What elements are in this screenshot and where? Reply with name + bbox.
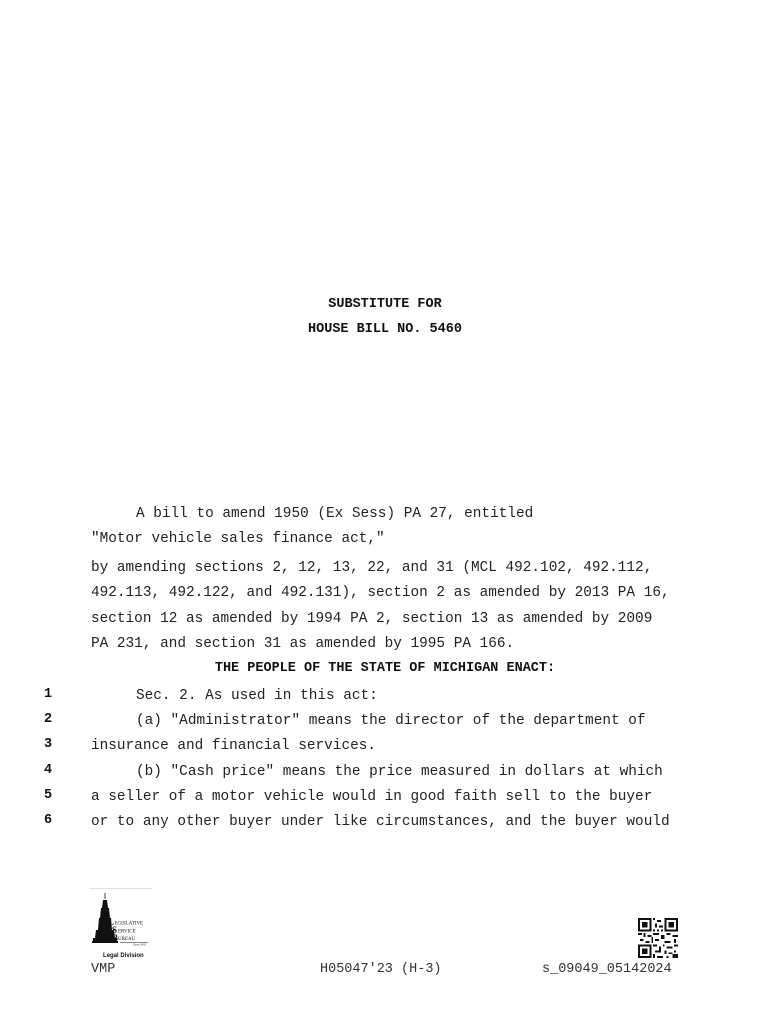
- footer-document-id: H05047'23 (H-3): [320, 962, 442, 977]
- legislative-service-bureau-logo: [90, 888, 152, 960]
- svg-text:S: S: [112, 925, 118, 935]
- preamble-line-1: A bill to amend 1950 (Ex Sess) PA 27, entitled: [136, 506, 534, 522]
- preamble-line-4: 492.113, 492.122, and 492.131), section 2 as amended by 2013 PA 16,: [91, 585, 670, 601]
- line-number: 3: [44, 737, 53, 752]
- bill-text-line: (b) "Cash price" means the price measured in dollars at which: [136, 764, 663, 780]
- line-number: 2: [44, 712, 53, 727]
- preamble-line-6: PA 231, and section 31 as amended by 1995 PA 166.: [91, 636, 515, 652]
- footer-substitute-id: s_09049_05142024: [542, 962, 672, 977]
- svg-text:EGISLATIVE: EGISLATIVE: [114, 921, 144, 927]
- line-number: 5: [44, 788, 53, 803]
- svg-text:Legal Division: Legal Division: [103, 953, 144, 959]
- preamble-line-3: by amending sections 2, 12, 13, 22, and 31 (MCL 492.102, 492.112,: [91, 560, 653, 576]
- svg-text:UREAU: UREAU: [118, 937, 136, 942]
- footer-drafter-initials: VMP: [91, 962, 116, 977]
- svg-text:ERVICE: ERVICE: [118, 929, 136, 935]
- line-number: 1: [44, 687, 53, 702]
- svg-text:L: L: [108, 917, 115, 927]
- bill-title-line-2: HOUSE BILL NO. 5460: [308, 322, 462, 337]
- qr-code: [638, 918, 678, 958]
- bill-text-line: a seller of a motor vehicle would in good faith sell to the buyer: [91, 789, 653, 805]
- bill-text-line: insurance and financial services.: [91, 738, 376, 754]
- preamble-line-5: section 12 as amended by 1994 PA 2, section 13 as amended by 2009: [91, 611, 653, 627]
- preamble-line-2: "Motor vehicle sales finance act,": [91, 531, 385, 547]
- bill-text-line: Sec. 2. As used in this act:: [136, 688, 378, 704]
- svg-text:B: B: [112, 933, 119, 943]
- bill-text-line: (a) "Administrator" means the director of the department of: [136, 713, 646, 729]
- line-number: 4: [44, 763, 53, 778]
- line-number: 6: [44, 813, 53, 828]
- bill-title-line-1: SUBSTITUTE FOR: [328, 297, 442, 312]
- enacting-clause: THE PEOPLE OF THE STATE OF MICHIGAN ENACT:: [214, 661, 556, 676]
- bill-text-line: or to any other buyer under like circumstances, and the buyer would: [91, 814, 670, 830]
- svg-text:Since 1941: Since 1941: [133, 943, 146, 947]
